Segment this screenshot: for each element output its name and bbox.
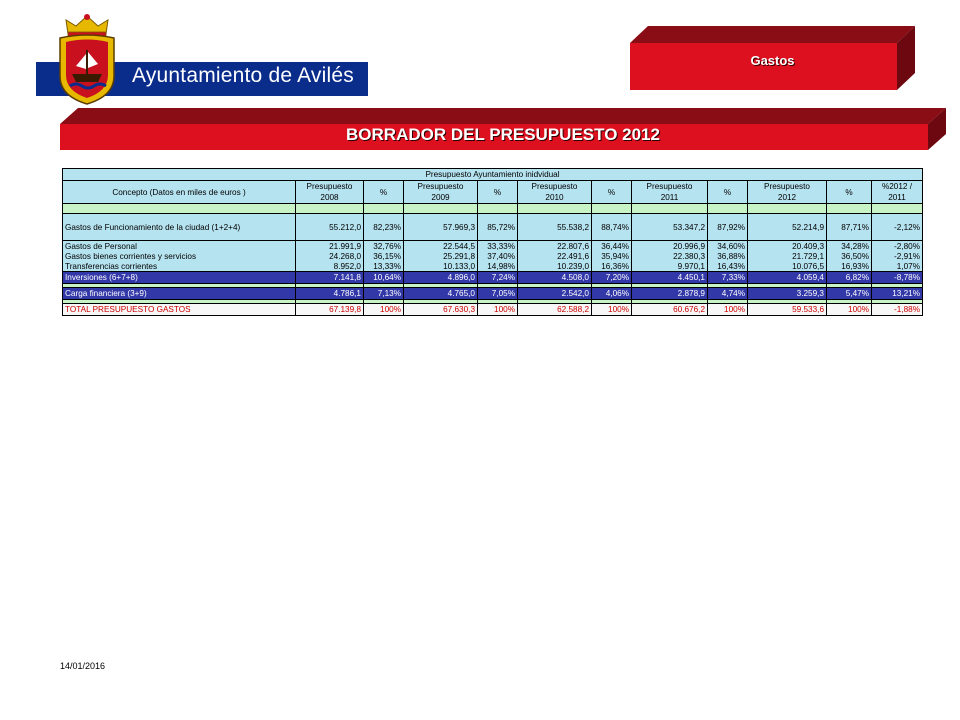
row-label: Inversiones (6+7+8) bbox=[63, 272, 296, 284]
percent-cell: 7,24% bbox=[478, 272, 518, 284]
percent-cell: 100% bbox=[478, 304, 518, 316]
percent-cell: 35,94% bbox=[592, 251, 632, 261]
variation-cell: 13,21% bbox=[872, 288, 923, 300]
table-title-row bbox=[63, 169, 923, 181]
row-label: Gastos de Personal bbox=[63, 241, 296, 252]
header-2011: Presupuesto 2011 bbox=[632, 181, 708, 204]
budget-table bbox=[62, 168, 922, 316]
percent-cell: 87,92% bbox=[708, 214, 748, 241]
amount-cell: 53.347,2 bbox=[632, 214, 708, 241]
header-pct: % bbox=[364, 181, 404, 204]
header-pct: % bbox=[827, 181, 872, 204]
percent-cell: 13,33% bbox=[364, 261, 404, 272]
amount-cell: 52.214,9 bbox=[748, 214, 827, 241]
percent-cell: 36,44% bbox=[592, 241, 632, 252]
amount-cell: 10.239,0 bbox=[518, 261, 592, 272]
percent-cell: 32,76% bbox=[364, 241, 404, 252]
page-title: BORRADOR DEL PRESUPUESTO 2012 bbox=[346, 125, 660, 144]
percent-cell: 37,40% bbox=[478, 251, 518, 261]
header-row bbox=[63, 181, 923, 204]
amount-cell: 21.991,9 bbox=[296, 241, 364, 252]
table-row bbox=[63, 214, 923, 241]
percent-cell: 36,15% bbox=[364, 251, 404, 261]
percent-cell: 100% bbox=[708, 304, 748, 316]
percent-cell: 82,23% bbox=[364, 214, 404, 241]
amount-cell: 24.268,0 bbox=[296, 251, 364, 261]
percent-cell: 36,50% bbox=[827, 251, 872, 261]
spacer-row bbox=[63, 204, 923, 214]
variation-cell: -1,88% bbox=[872, 304, 923, 316]
amount-cell: 10.133,0 bbox=[404, 261, 478, 272]
percent-cell: 16,93% bbox=[827, 261, 872, 272]
percent-cell: 7,13% bbox=[364, 288, 404, 300]
percent-cell: 7,20% bbox=[592, 272, 632, 284]
amount-cell: 22.380,3 bbox=[632, 251, 708, 261]
variation-cell: -8,78% bbox=[872, 272, 923, 284]
amount-cell: 55.212,0 bbox=[296, 214, 364, 241]
amount-cell: 7.141,8 bbox=[296, 272, 364, 284]
percent-cell: 4,74% bbox=[708, 288, 748, 300]
title-banner bbox=[60, 108, 946, 150]
variation-cell: 1,07% bbox=[872, 261, 923, 272]
table-row bbox=[63, 261, 923, 272]
row-label: Transferencias corrientes bbox=[63, 261, 296, 272]
amount-cell: 3.259,3 bbox=[748, 288, 827, 300]
percent-cell: 100% bbox=[364, 304, 404, 316]
amount-cell: 4.508,0 bbox=[518, 272, 592, 284]
header-2010: Presupuesto 2010 bbox=[518, 181, 592, 204]
amount-cell: 4.059,4 bbox=[748, 272, 827, 284]
amount-cell: 67.139,8 bbox=[296, 304, 364, 316]
amount-cell: 4.450,1 bbox=[632, 272, 708, 284]
variation-cell: -2,80% bbox=[872, 241, 923, 252]
percent-cell: 34,60% bbox=[708, 241, 748, 252]
row-label: Gastos bienes corrientes y servicios bbox=[63, 251, 296, 261]
coat-of-arms-icon bbox=[46, 12, 128, 107]
row-label: TOTAL PRESUPUESTO GASTOS bbox=[63, 304, 296, 316]
row-label: Gastos de Funcionamiento de la ciudad (1+2+4) bbox=[63, 214, 296, 241]
percent-cell: 10,64% bbox=[364, 272, 404, 284]
percent-cell: 14,98% bbox=[478, 261, 518, 272]
amount-cell: 10.076,5 bbox=[748, 261, 827, 272]
header-pct: % bbox=[592, 181, 632, 204]
logo-text: Ayuntamiento de Avilés bbox=[132, 64, 354, 87]
table-row bbox=[63, 241, 923, 252]
header-pct: % bbox=[708, 181, 748, 204]
amount-cell: 67.630,3 bbox=[404, 304, 478, 316]
percent-cell: 5,47% bbox=[827, 288, 872, 300]
percent-cell: 33,33% bbox=[478, 241, 518, 252]
amount-cell: 55.538,2 bbox=[518, 214, 592, 241]
amount-cell: 62.588,2 bbox=[518, 304, 592, 316]
table-row-total bbox=[63, 304, 923, 316]
amount-cell: 59.533,6 bbox=[748, 304, 827, 316]
amount-cell: 22.807,6 bbox=[518, 241, 592, 252]
amount-cell: 8.952,0 bbox=[296, 261, 364, 272]
section-tab-gastos bbox=[630, 26, 915, 90]
percent-cell: 16,36% bbox=[592, 261, 632, 272]
header-concepto: Concepto (Datos en miles de euros ) bbox=[63, 181, 296, 204]
footer-date: 14/01/2016 bbox=[60, 661, 106, 671]
amount-cell: 22.544,5 bbox=[404, 241, 478, 252]
amount-cell: 22.491,6 bbox=[518, 251, 592, 261]
percent-cell: 16,43% bbox=[708, 261, 748, 272]
percent-cell: 6,82% bbox=[827, 272, 872, 284]
header-variation: %2012 / 2011 bbox=[872, 181, 923, 204]
amount-cell: 20.409,3 bbox=[748, 241, 827, 252]
amount-cell: 4.765,0 bbox=[404, 288, 478, 300]
amount-cell: 60.676,2 bbox=[632, 304, 708, 316]
amount-cell: 9.970,1 bbox=[632, 261, 708, 272]
amount-cell: 20.996,9 bbox=[632, 241, 708, 252]
percent-cell: 7,33% bbox=[708, 272, 748, 284]
row-label: Carga financiera (3+9) bbox=[63, 288, 296, 300]
percent-cell: 100% bbox=[827, 304, 872, 316]
header-2009: Presupuesto 2009 bbox=[404, 181, 478, 204]
percent-cell: 34,28% bbox=[827, 241, 872, 252]
variation-cell: -2,91% bbox=[872, 251, 923, 261]
amount-cell: 4.786,1 bbox=[296, 288, 364, 300]
percent-cell: 4,06% bbox=[592, 288, 632, 300]
header-2012: Presupuesto 2012 bbox=[748, 181, 827, 204]
amount-cell: 21.729,1 bbox=[748, 251, 827, 261]
tab-label: Gastos bbox=[750, 53, 795, 68]
percent-cell: 85,72% bbox=[478, 214, 518, 241]
amount-cell: 57.969,3 bbox=[404, 214, 478, 241]
amount-cell: 2.542,0 bbox=[518, 288, 592, 300]
percent-cell: 88,74% bbox=[592, 214, 632, 241]
table-row bbox=[63, 272, 923, 284]
amount-cell: 25.291,8 bbox=[404, 251, 478, 261]
percent-cell: 7,05% bbox=[478, 288, 518, 300]
percent-cell: 36,88% bbox=[708, 251, 748, 261]
table-title: Presupuesto Ayuntamiento inidvidual bbox=[63, 169, 923, 181]
table-row bbox=[63, 288, 923, 300]
amount-cell: 4.896,0 bbox=[404, 272, 478, 284]
variation-cell: -2,12% bbox=[872, 214, 923, 241]
header-2008: Presupuesto 2008 bbox=[296, 181, 364, 204]
percent-cell: 100% bbox=[592, 304, 632, 316]
amount-cell: 2.878,9 bbox=[632, 288, 708, 300]
percent-cell: 87,71% bbox=[827, 214, 872, 241]
header-pct: % bbox=[478, 181, 518, 204]
table-row bbox=[63, 251, 923, 261]
logo bbox=[36, 12, 376, 107]
